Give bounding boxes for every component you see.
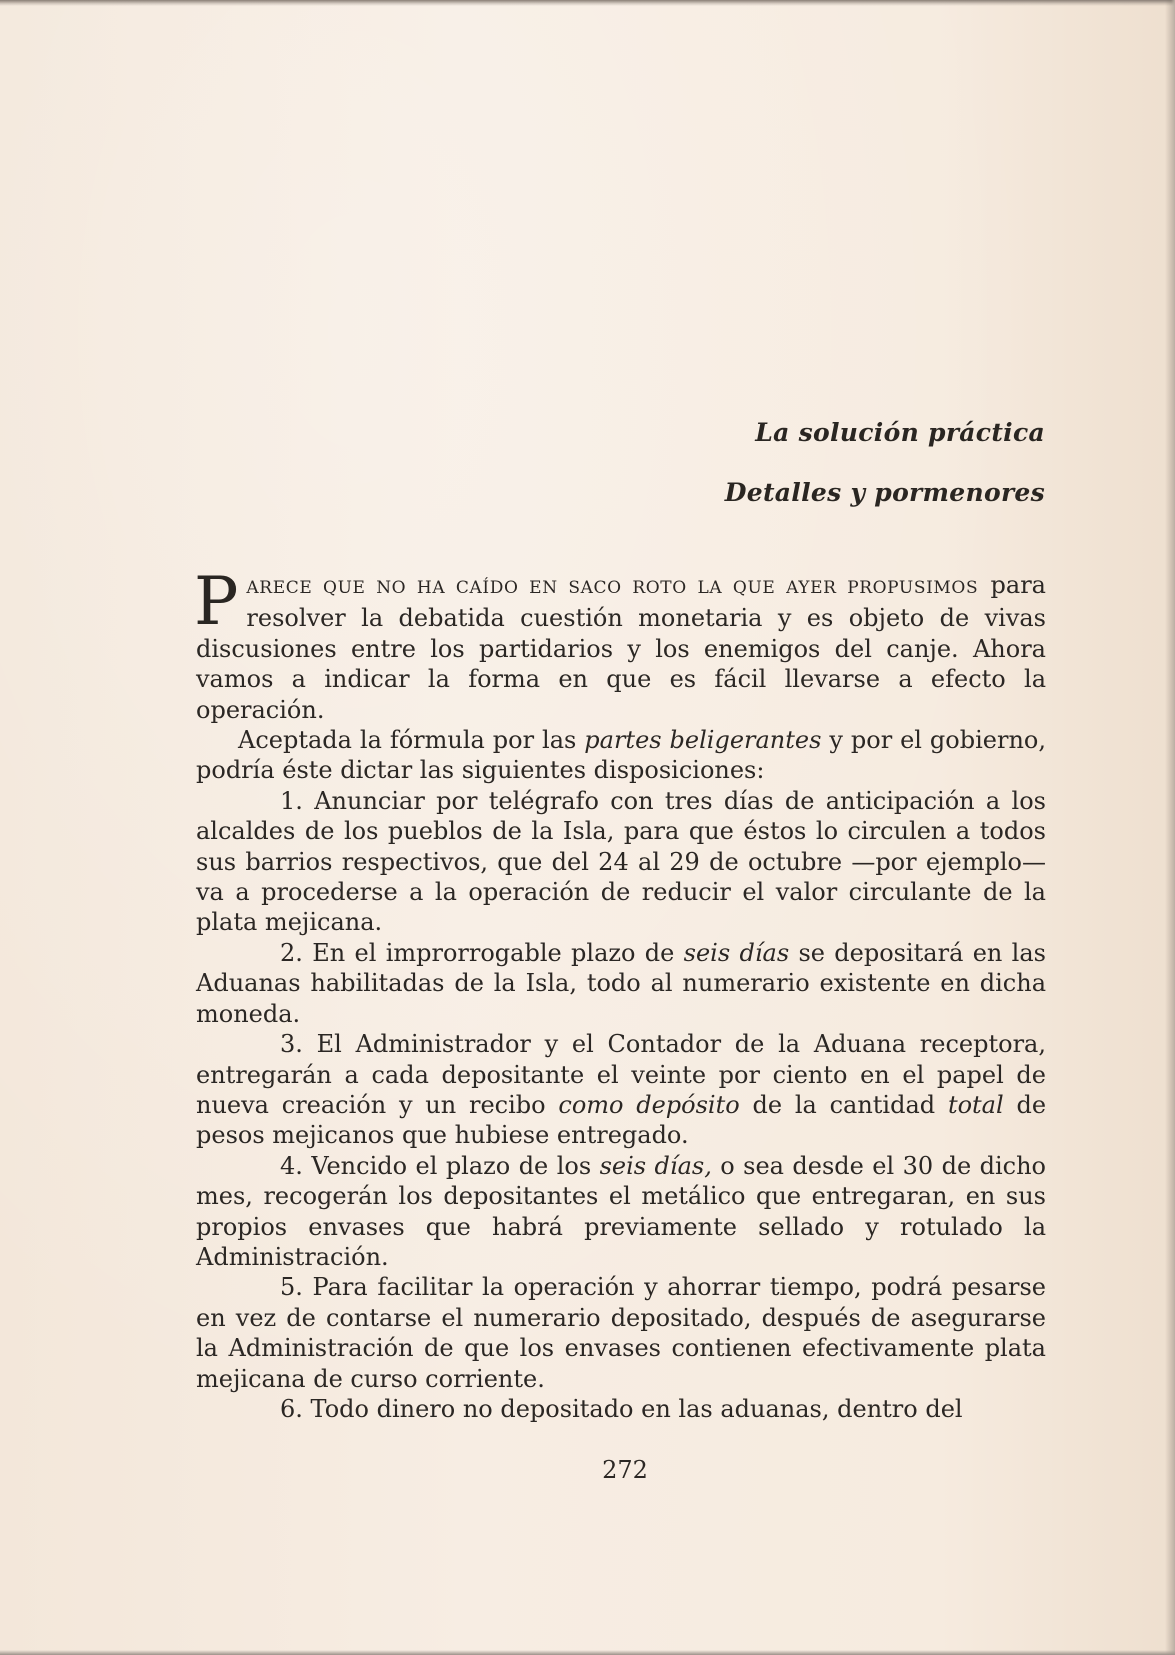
item-emphasis: seis días, bbox=[599, 1151, 712, 1180]
paragraph-2 bbox=[196, 725, 1046, 786]
page-bottom-edge bbox=[0, 1650, 1175, 1655]
drop-cap: P bbox=[194, 563, 239, 640]
intro-smallcaps-lead: ARECE QUE NO HA CAÍDO EN SACO ROTO LA QUE AYER PROPUSIMOS bbox=[246, 578, 979, 598]
list-item-4 bbox=[196, 1151, 1046, 1273]
item-text-middle: de la cantidad bbox=[752, 1090, 936, 1119]
item-text: Anunciar por telégrafo con tres días de anticipación a los alcaldes de los pueblos de la Isla, para que éstos lo circulen a todos sus barrios respectivos, que del 24 al 29 de octubre —por ejemplo— va a procederse a la operación de reducir el valor circulante de la plata mejicana. bbox=[196, 786, 1046, 937]
paragraph-2-after: y por el gobierno, podría éste dictar las siguientes disposiciones: bbox=[196, 726, 1046, 785]
page-top-edge bbox=[0, 0, 1175, 6]
item-text-before: Vencido el plazo de los bbox=[311, 1151, 592, 1180]
list-item-1 bbox=[196, 786, 1046, 938]
item-number: 5. bbox=[280, 1273, 303, 1302]
item-emphasis: como depósito bbox=[558, 1090, 740, 1119]
list-item-3 bbox=[196, 1029, 1046, 1151]
list-item-6 bbox=[196, 1394, 1046, 1424]
item-text-after: se depositará en las Aduanas habilitadas de la Isla, todo al numerario existente en dicha moneda. bbox=[196, 938, 1046, 1028]
article-body bbox=[194, 563, 1047, 1424]
item-emphasis: seis días bbox=[683, 938, 790, 967]
list-item-2 bbox=[196, 938, 1046, 1029]
subsection-heading: Detalles y pormenores bbox=[724, 478, 1045, 507]
item-number: 1. bbox=[280, 786, 303, 815]
item-number: 2. bbox=[280, 938, 303, 967]
item-emphasis: total bbox=[947, 1090, 1004, 1119]
page-right-edge bbox=[1165, 0, 1175, 1655]
item-text-before: En el improrrogable plazo de bbox=[312, 938, 675, 967]
item-number: 4. bbox=[280, 1151, 303, 1180]
intro-rest: para resolver la debatida cuestión monetaria y es objeto de vivas discusiones entre los partidarios y los enemigos del canje. Ahora vamos a indicar la forma en que es fácil llevarse a efecto la operación. bbox=[196, 571, 1046, 724]
paragraph-2-before: Aceptada la fórmula por las bbox=[238, 726, 577, 755]
item-text-after: o sea desde el 30 de dicho mes, recogerán los depositantes el metálico que entregaran, en sus propios envases que habrá previamente sellado y rotulado la Administración. bbox=[196, 1151, 1046, 1271]
intro-paragraph bbox=[194, 563, 1046, 725]
item-number: 6. bbox=[280, 1394, 303, 1423]
item-text-before: El Administrador y el Contador de la Aduana receptora, entregarán a cada depositante el veinte por ciento en el papel de nueva creación y un recibo bbox=[196, 1030, 1046, 1119]
item-text: Todo dinero no depositado en las aduanas, dentro del bbox=[310, 1394, 963, 1423]
paragraph-2-emphasis: partes beligerantes bbox=[584, 726, 822, 755]
list-item-5 bbox=[196, 1272, 1046, 1394]
item-text-after: de pesos mejicanos que hubiese entregado. bbox=[196, 1090, 1047, 1150]
item-text: Para facilitar la operación y ahorrar tiempo, podrá pesarse en vez de contarse el numerario depositado, después de asegurarse la Administración de que los envases contienen efectivamente plata mejicana de curso corriente. bbox=[196, 1273, 1046, 1393]
page-number: 272 bbox=[602, 1456, 648, 1484]
item-number: 3. bbox=[280, 1030, 303, 1059]
section-heading: La solución práctica bbox=[755, 418, 1045, 447]
